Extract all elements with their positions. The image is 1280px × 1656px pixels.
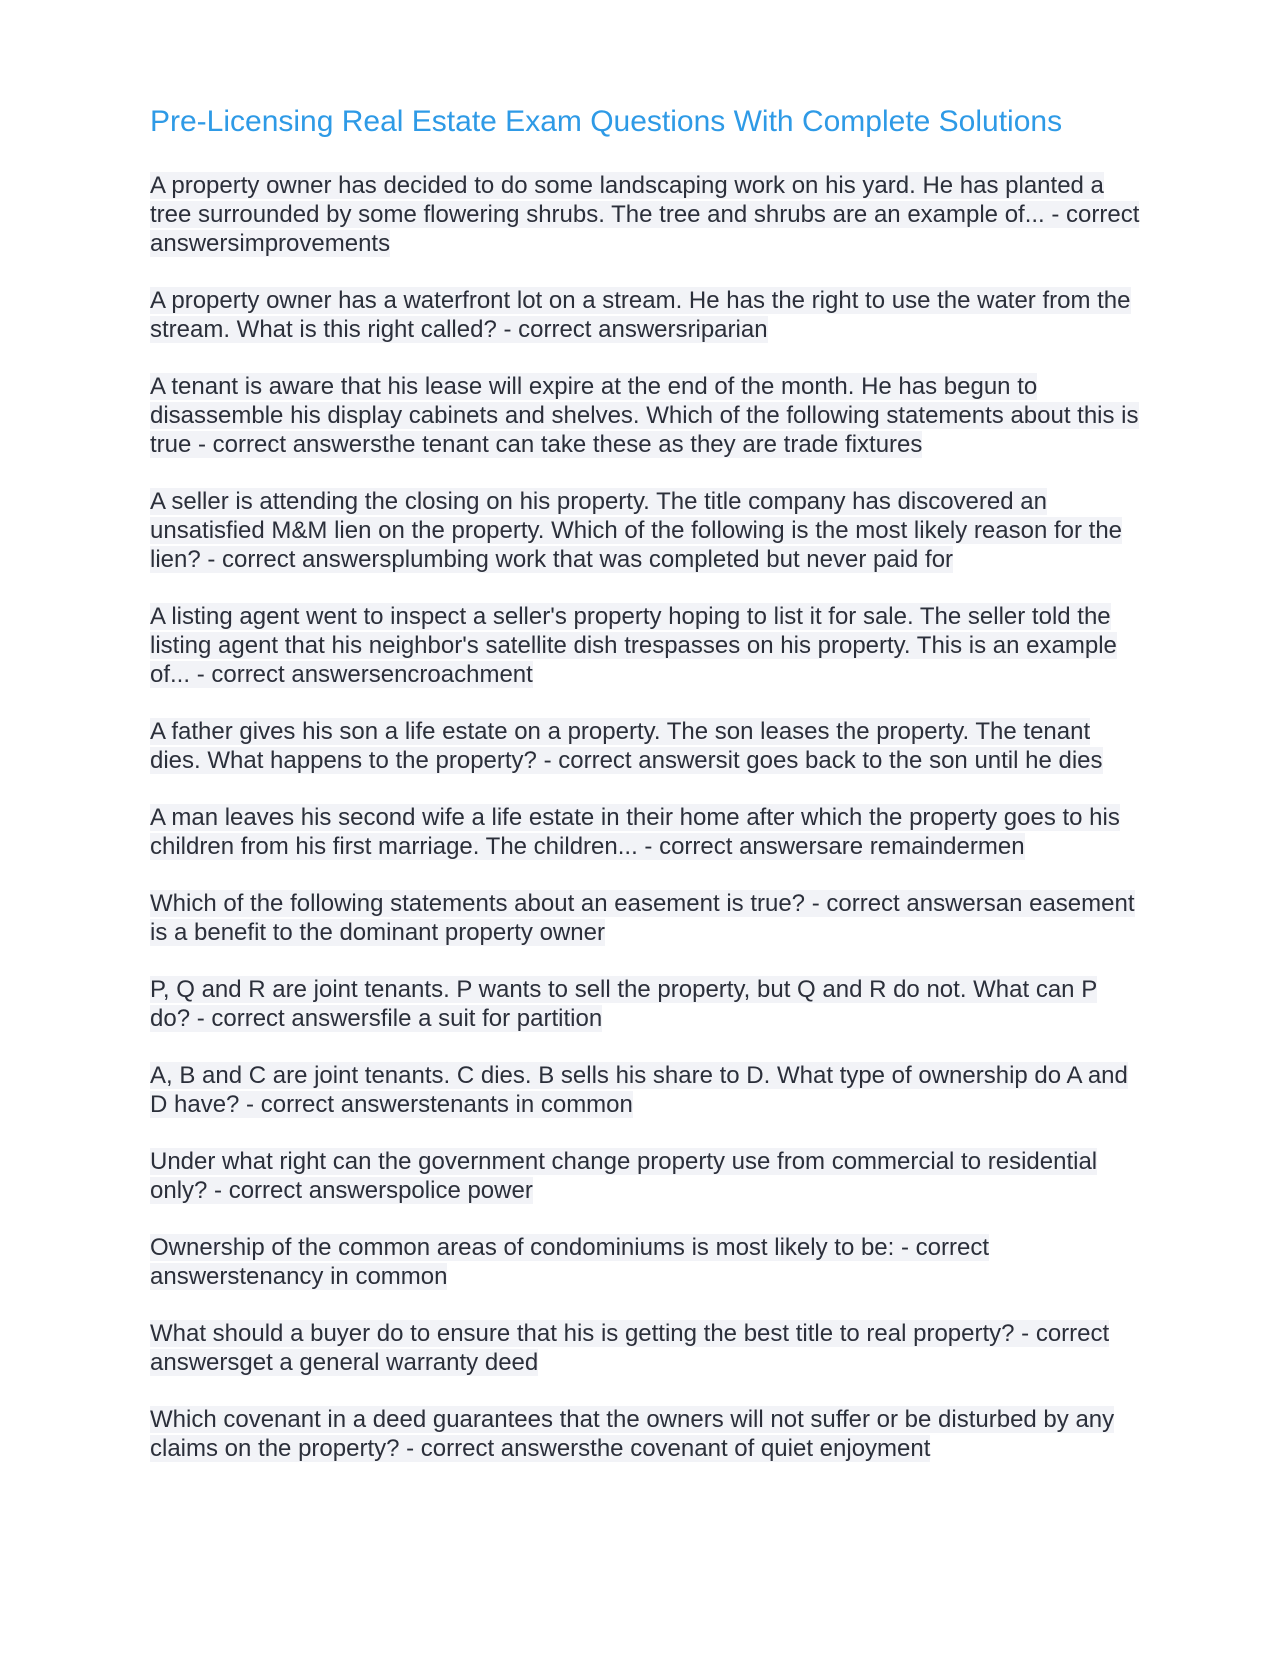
question-text-12: Ownership of the common areas of condominiums is most likely to be: - correct answerstenancy in common xyxy=(150,1234,989,1290)
question-text-9: P, Q and R are joint tenants. P wants to sell the property, but Q and R do not. What can P do? - correct answersfile a suit for partition xyxy=(150,976,1098,1032)
question-text-11: Under what right can the government change property use from commercial to residential only? - correct answerspolice power xyxy=(150,1148,1098,1204)
question-item-10 xyxy=(150,1061,1140,1119)
question-item-3 xyxy=(150,372,1140,459)
document-title: Pre-Licensing Real Estate Exam Questions With Complete Solutions xyxy=(150,105,1063,138)
question-item-14 xyxy=(150,1405,1140,1463)
question-list xyxy=(150,171,1140,1463)
question-text-14: Which covenant in a deed guarantees that the owners will not suffer or be disturbed by any claims on the property? - correct answersthe covenant of quiet enjoyment xyxy=(150,1406,1115,1462)
question-item-5 xyxy=(150,602,1140,689)
question-text-4: A seller is attending the closing on his property. The title company has discovered an unsatisfied M&M lien on the property. Which of the following is the most likely reason for the lien? - correct answersplumbing work that was completed but never paid for xyxy=(150,488,1123,573)
question-text-7: A man leaves his second wife a life estate in their home after which the property goes to his children from his first marriage. The children... - correct answersare remaindermen xyxy=(150,804,1120,860)
question-item-7 xyxy=(150,803,1140,861)
question-item-8 xyxy=(150,889,1140,947)
question-text-2: A property owner has a waterfront lot on a stream. He has the right to use the water from the stream. What is this right called? - correct answersriparian xyxy=(150,287,1131,343)
question-text-5: A listing agent went to inspect a seller's property hoping to list it for sale. The seller told the listing agent that his neighbor's satellite dish trespasses on his property. This is an example of... - correct answersencroachment xyxy=(150,603,1117,688)
question-item-2 xyxy=(150,286,1140,344)
question-text-6: A father gives his son a life estate on a property. The son leases the property. The tenant dies. What happens to the property? - correct answersit goes back to the son until he dies xyxy=(150,718,1103,774)
question-text-13: What should a buyer do to ensure that his is getting the best title to real property? - correct answersget a general warranty deed xyxy=(150,1320,1110,1376)
question-item-9 xyxy=(150,975,1140,1033)
question-item-1 xyxy=(150,171,1140,258)
question-item-6 xyxy=(150,717,1140,775)
question-item-11 xyxy=(150,1147,1140,1205)
question-text-1: A property owner has decided to do some landscaping work on his yard. He has planted a tree surrounded by some flowering shrubs. The tree and shrubs are an example of... - correct answersimprovements xyxy=(150,172,1140,257)
question-text-8: Which of the following statements about an easement is true? - correct answersan easement is a benefit to the dominant property owner xyxy=(150,890,1135,946)
question-text-3: A tenant is aware that his lease will expire at the end of the month. He has begun to disassemble his display cabinets and shelves. Which of the following statements about this is true - correct answersthe tenant can take these as they are trade fixtures xyxy=(150,373,1139,458)
question-text-10: A, B and C are joint tenants. C dies. B sells his share to D. What type of ownership do A and D have? - correct answerstenants in common xyxy=(150,1062,1128,1118)
question-item-4 xyxy=(150,487,1140,574)
question-item-12 xyxy=(150,1233,1140,1291)
question-item-13 xyxy=(150,1319,1140,1377)
